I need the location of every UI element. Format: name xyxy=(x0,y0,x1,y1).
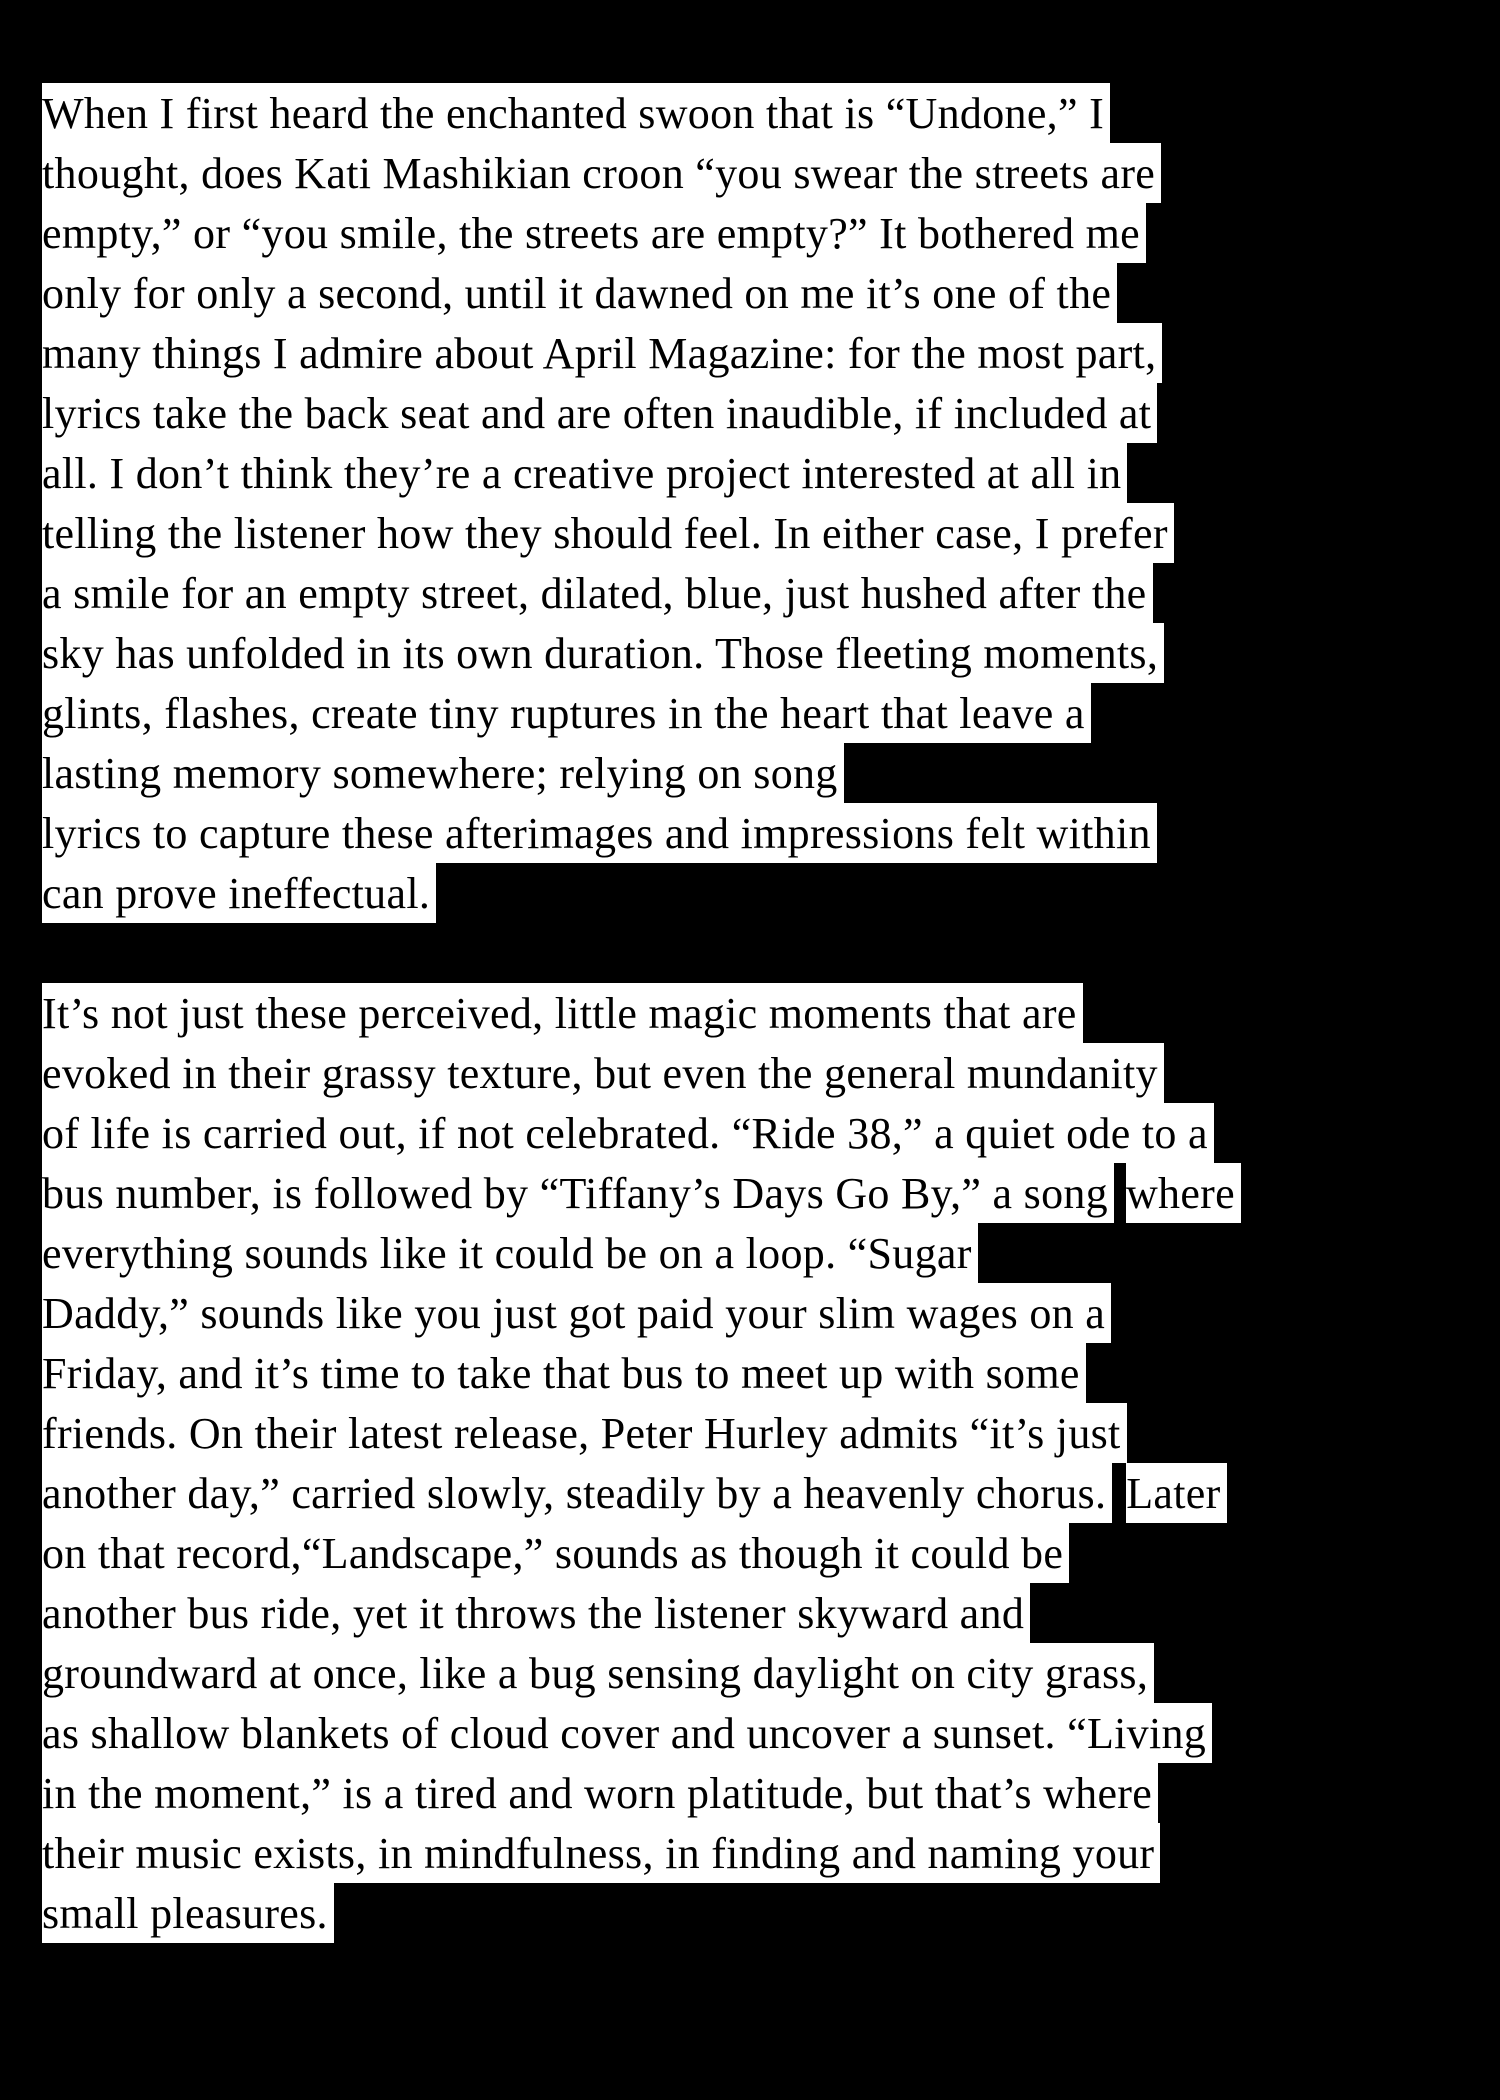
text-line: on that record,“Landscape,” sounds as though it could be xyxy=(42,1523,1472,1583)
text-line: It’s not just these perceived, little magic moments that are xyxy=(42,983,1472,1043)
text-line: Daddy,” sounds like you just got paid your slim wages on a xyxy=(42,1283,1472,1343)
text-line: can prove ineffectual. xyxy=(42,863,1472,923)
text-line: sky has unfolded in its own duration. Those fleeting moments, xyxy=(42,623,1472,683)
text-line: many things I admire about April Magazine: for the most part, xyxy=(42,323,1472,383)
text-line: another bus ride, yet it throws the listener skyward and xyxy=(42,1583,1472,1643)
text-line: friends. On their latest release, Peter Hurley admits “it’s just xyxy=(42,1403,1472,1463)
text-line: a smile for an empty street, dilated, blue, just hushed after the xyxy=(42,563,1472,623)
text-line: telling the listener how they should feel. In either case, I prefer xyxy=(42,503,1472,563)
text-line: groundward at once, like a bug sensing daylight on city grass, xyxy=(42,1643,1472,1703)
text-line: glints, flashes, create tiny ruptures in the heart that leave a xyxy=(42,683,1472,743)
article-body xyxy=(42,83,1472,1943)
text-line: only for only a second, until it dawned on me it’s one of the xyxy=(42,263,1472,323)
text-line: in the moment,” is a tired and worn platitude, but that’s where xyxy=(42,1763,1472,1823)
text-line: When I first heard the enchanted swoon that is “Undone,” I xyxy=(42,83,1472,143)
text-line: empty,” or “you smile, the streets are empty?” It bothered me xyxy=(42,203,1472,263)
text-fragment: where xyxy=(1126,1163,1241,1223)
text-line: another day,” carried slowly, steadily by a heavenly chorus. Later xyxy=(42,1463,1472,1523)
paragraph-1 xyxy=(42,83,1472,923)
text-line: bus number, is followed by “Tiffany’s Days Go By,” a song where xyxy=(42,1163,1472,1223)
text-line: lasting memory somewhere; relying on song xyxy=(42,743,1472,803)
text-line: their music exists, in mindfulness, in finding and naming your xyxy=(42,1823,1472,1883)
text-line: as shallow blankets of cloud cover and uncover a sunset. “Living xyxy=(42,1703,1472,1763)
text-line: thought, does Kati Mashikian croon “you swear the streets are xyxy=(42,143,1472,203)
text-fragment: Later xyxy=(1126,1463,1226,1523)
text-line: of life is carried out, if not celebrated. “Ride 38,” a quiet ode to a xyxy=(42,1103,1472,1163)
text-line: everything sounds like it could be on a loop. “Sugar xyxy=(42,1223,1472,1283)
text-line: Friday, and it’s time to take that bus to meet up with some xyxy=(42,1343,1472,1403)
paragraph-2 xyxy=(42,983,1472,1943)
text-line: lyrics to capture these afterimages and impressions felt within xyxy=(42,803,1472,863)
text-line: lyrics take the back seat and are often inaudible, if included at xyxy=(42,383,1472,443)
text-line: evoked in their grassy texture, but even the general mundanity xyxy=(42,1043,1472,1103)
text-line: small pleasures. xyxy=(42,1883,1472,1943)
text-line: all. I don’t think they’re a creative project interested at all in xyxy=(42,443,1472,503)
